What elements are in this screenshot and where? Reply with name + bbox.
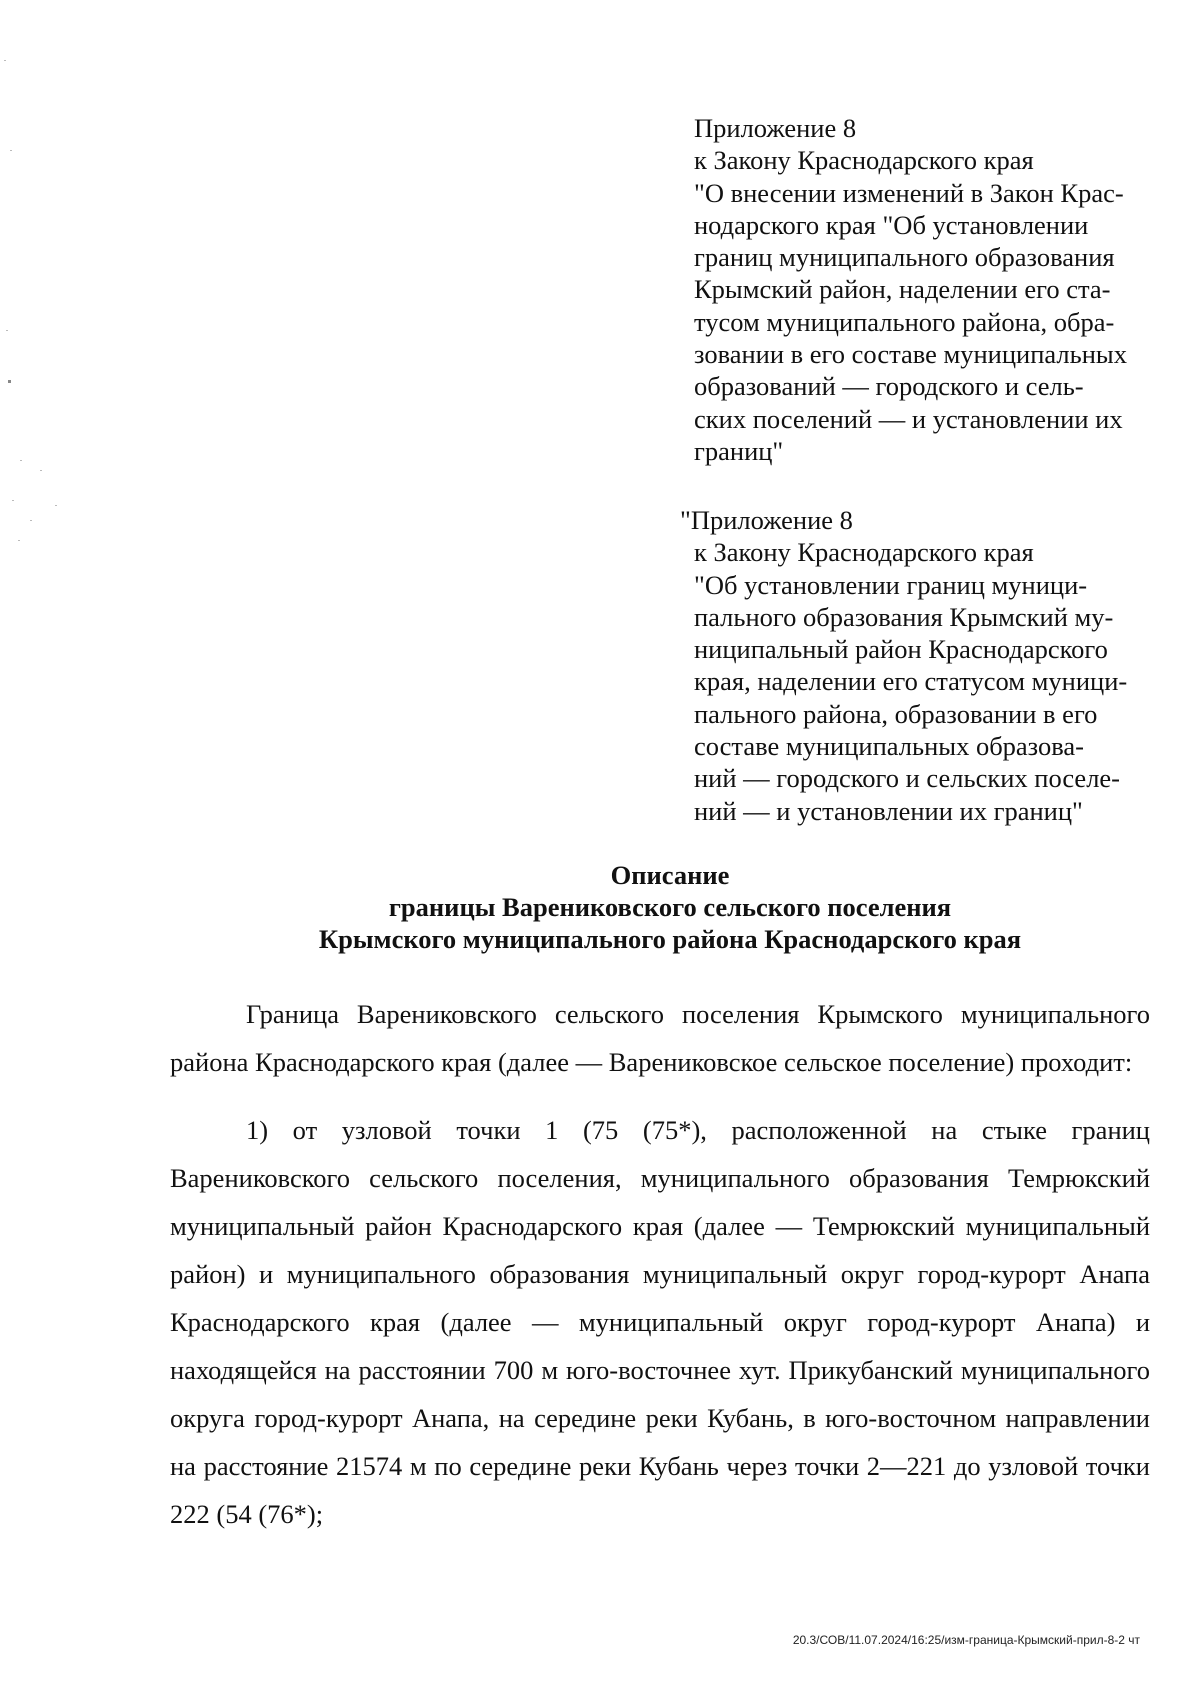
title-line-1: Описание <box>610 860 730 890</box>
annex-line: ниципальный район Краснодарского <box>694 634 1108 665</box>
annex-heading-amendment <box>694 112 1134 467</box>
annex-line: Приложение 8 <box>694 113 857 143</box>
annex-line: нодарского края "Об установлении <box>694 209 1089 240</box>
annex-line: Крымский район, наделении его ста- <box>694 274 1111 305</box>
document-title <box>130 859 1200 955</box>
annex-line: к Закону Краснодарского края <box>694 145 1034 176</box>
body-paragraph-point-1: 1) от узловой точки 1 (75 (75*), расположенной на стыке границ Варениковского сельского поселения, муниципального образования Темрюкский муниципальный район Краснодарского края (далее — Темрюкский муниципальный район) и муниципального образования муниципальный округ город-курорт Анапа Краснодарского края (далее — муниципальный округ город-курорт Анапа) и находящейся на расстоянии 700 м юго-восточнее хут. Прикубанский муниципального округа город-курорт Анапа, на середине реки Кубань, в юго-восточном направлении на расстояние 21574 м по середине реки Кубань через точки 2—221 до узловой точки 222 (54 (76*); <box>170 1115 1150 1529</box>
annex-line: составе муниципальных образова- <box>694 731 1084 762</box>
annex-line: пального образования Крымский му- <box>694 601 1114 632</box>
document-body <box>170 990 1150 1558</box>
annex-line: "Приложение 8 <box>680 505 853 535</box>
annex-line: зовании в его составе муниципальных <box>694 339 1127 370</box>
title-line-3: Крымского муниципального района Краснодарского края <box>318 924 1022 954</box>
annex-line: "Об установлении границ муници- <box>694 569 1088 600</box>
title-line-2: границы Варениковского сельского поселения <box>388 892 952 922</box>
footer-file-code: 20.3/СОВ/11.07.2024/16:25/изм-граница-Крымский-прил-8-2 чт <box>792 1633 1140 1647</box>
body-paragraph-intro: Граница Варениковского сельского поселения Крымского муниципального района Краснодарского края (далее — Варениковское сельское поселение) проходит: <box>170 999 1150 1077</box>
annex-line: тусом муниципального района, обра- <box>694 306 1115 337</box>
annex-line: края, наделении его статусом муници- <box>694 666 1128 697</box>
annex-line: "О внесении изменений в Закон Крас- <box>694 177 1124 208</box>
annex-line: к Закону Краснодарского края <box>694 537 1034 568</box>
annex-line: границ" <box>694 435 784 466</box>
annex-line: ских поселений — и установлении их <box>694 403 1123 434</box>
annex-line: ний — и установлении их границ" <box>694 795 1083 826</box>
annex-line: границ муниципального образования <box>694 242 1115 273</box>
annex-line: пального района, образовании в его <box>694 698 1098 729</box>
annex-line: ний — городского и сельских поселе- <box>694 763 1121 794</box>
annex-heading-original-law <box>680 504 1134 827</box>
annex-line: образований — городского и сель- <box>694 371 1084 402</box>
